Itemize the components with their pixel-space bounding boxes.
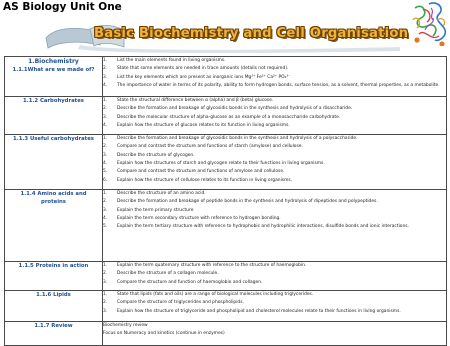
item-text: List the main elements found in living organisms. [117,58,226,63]
list-item [103,270,446,278]
item-text: Explain the term tertiary structure with reference to hydrophobic and hydrophilic interactions, disulfide bonds and ionic interactions. [117,224,409,230]
list-item [103,299,446,307]
topic-label: 1.1.7 Review [34,323,73,329]
item-number: 2. [103,144,108,150]
list-item [103,223,446,231]
item-text: Describe the structure of an amino acid. [117,191,206,196]
topic-cell [5,97,103,135]
table-row [5,135,447,190]
item-text: Explain the term secondary structure with reference to hydrogen bonding. [117,216,281,222]
topic-cell [5,322,103,346]
list-item [103,114,446,122]
outcome-cell [103,190,447,262]
list-item [103,198,446,206]
item-text: Describe the structure of glycogen. [117,152,195,158]
item-number: 2. [103,271,108,277]
topic-cell [5,291,103,322]
item-number: 5. [103,224,108,230]
outcome-cell [103,322,447,346]
item-number: 2. [103,106,108,112]
item-number: 2. [103,66,108,72]
topic-label: 1.1.5 Proteins in action [18,263,89,269]
list-item [103,122,446,130]
list-item [103,65,446,73]
item-text: Explain the term primary structure [117,207,194,213]
banner-title: Basic Biochemistry and Cell Organisation [94,26,409,41]
list-item [103,262,446,270]
item-number: 5. [103,169,108,175]
item-text: Describe the formation and breakage of glycosidic bonds in the synthesis and hydrolysis of a polysaccharide. [117,136,358,141]
topic-cell [5,57,103,97]
item-number: 3. [103,279,108,285]
item-number: 3. [103,74,108,80]
list-item [103,82,446,90]
item-text: Explain how the structures of starch and glycogen relate to their functions in living organisms. [117,161,325,167]
list-item [103,57,446,65]
item-number: 1. [103,136,108,141]
table-row [5,322,447,346]
item-number: 3. [103,308,108,314]
outcome-cell [103,135,447,190]
item-number: 3. [103,114,108,120]
item-text: Describe the structure of a collagen molecule. [117,271,219,277]
topic-cell [5,135,103,190]
item-text: State the structural difference between α (alpha) and β (beta) glucose. [117,98,274,103]
topic-cell [5,190,103,262]
item-number: 1. [103,98,108,103]
table-row [5,262,447,291]
item-number: 3. [103,152,108,158]
spec-table [4,56,447,346]
list-item [103,279,446,287]
list-item [103,152,446,160]
item-text: List the key elements which are present as inorganic ions Mg²⁺ Fe²⁺ Ca²⁺ PO₄³⁻ [117,74,291,80]
outcome-cell [103,291,447,322]
page-title: AS Biology Unit One [3,1,122,13]
item-text: Describe the formation and breakage of peptide bonds in the synthesis and hydrolysis of dipeptides and polypeptides. [117,199,378,205]
item-number: 2. [103,199,108,205]
list-item [103,160,446,168]
topic-label: 1.1.2 Carbohydrates [23,98,84,104]
item-number: 4. [103,216,108,222]
item-text: Explain how the structure of cellulose relates to its function in living organisms. [117,177,293,183]
topic-label: 1.1.4 Amino acids and [20,191,87,197]
list-item [103,135,446,143]
item-text: Compare the structure of triglycerides and phospholipids. [117,300,244,306]
item-number: 2. [103,300,108,306]
item-text: Explain how the structure of triglyceride and phospholipid and cholesterol molecules relate to their functions in living organisms. [117,308,401,314]
table-row [5,57,447,97]
table-row [5,291,447,322]
review-line: Focus on Numeracy and kinetics (continue in enzymes) [103,331,225,337]
item-text: State that lipids (fats and oils) are a range of biological molecules including triglycerides. [117,292,314,297]
topic-label: 1.Biochemistry [28,58,79,65]
list-item [103,74,446,82]
item-text: Explain how the structure of glucose relates to its function in living organisms. [117,123,290,129]
item-number: 1. [103,191,108,196]
list-item [103,215,446,223]
item-number: 1. [103,292,108,297]
list-item [103,291,446,299]
topic-label: 1.1.3 Useful carbohydrates [13,136,94,142]
list-item [103,97,446,105]
item-number: 1. [103,58,108,63]
table-row [5,97,447,135]
outcome-cell [103,57,447,97]
item-number: 4. [103,161,108,167]
item-text: Compare and contrast the structure and functions of amylose and cellulose. [117,169,285,175]
list-item [103,105,446,113]
item-text: Describe the molecular structure of alpha-glucose as an example of a monosaccharide carbohydrate. [117,114,341,120]
topic-label: 1.1.1What are we made of? [12,67,95,73]
item-text: Describe the formation and breakage of glycosidic bonds in the synthesis and hydrolysis of a disaccharide. [117,106,353,112]
outcome-cell [103,97,447,135]
item-text: Explain the term quaternary structure with reference to the structure of haemoglobin. [117,263,307,268]
review-line: Biochemistry review [103,323,148,328]
topic-label: 1.1.6 Lipids [36,292,71,298]
topic-cell [5,262,103,291]
list-item [103,308,446,316]
list-item [103,168,446,176]
table-row [5,190,447,262]
list-item [103,177,446,185]
item-text: State that some elements are needed in trace amounts (details not required). [117,66,289,72]
item-number: 1. [103,263,108,268]
list-item [103,143,446,151]
topic-label: proteins [41,199,66,206]
item-number: 3. [103,207,108,213]
outcome-cell [103,262,447,291]
item-number: 4. [103,123,108,129]
item-text: The importance of water in terms of its polarity, ability to form hydrogen bonds, surface tension, as a solvent, thermal properties, as a metabolite. [117,83,440,89]
protein-molecule-icon [409,0,450,46]
item-number: 6. [103,177,108,183]
list-item [103,190,446,198]
list-item [103,207,446,215]
item-text: Compare the structure and function of haemoglobin and collagen. [117,279,263,285]
item-number: 4. [103,83,108,89]
item-text: Compare and contrast the structure and functions of starch (amylose) and cellulose. [117,144,303,150]
